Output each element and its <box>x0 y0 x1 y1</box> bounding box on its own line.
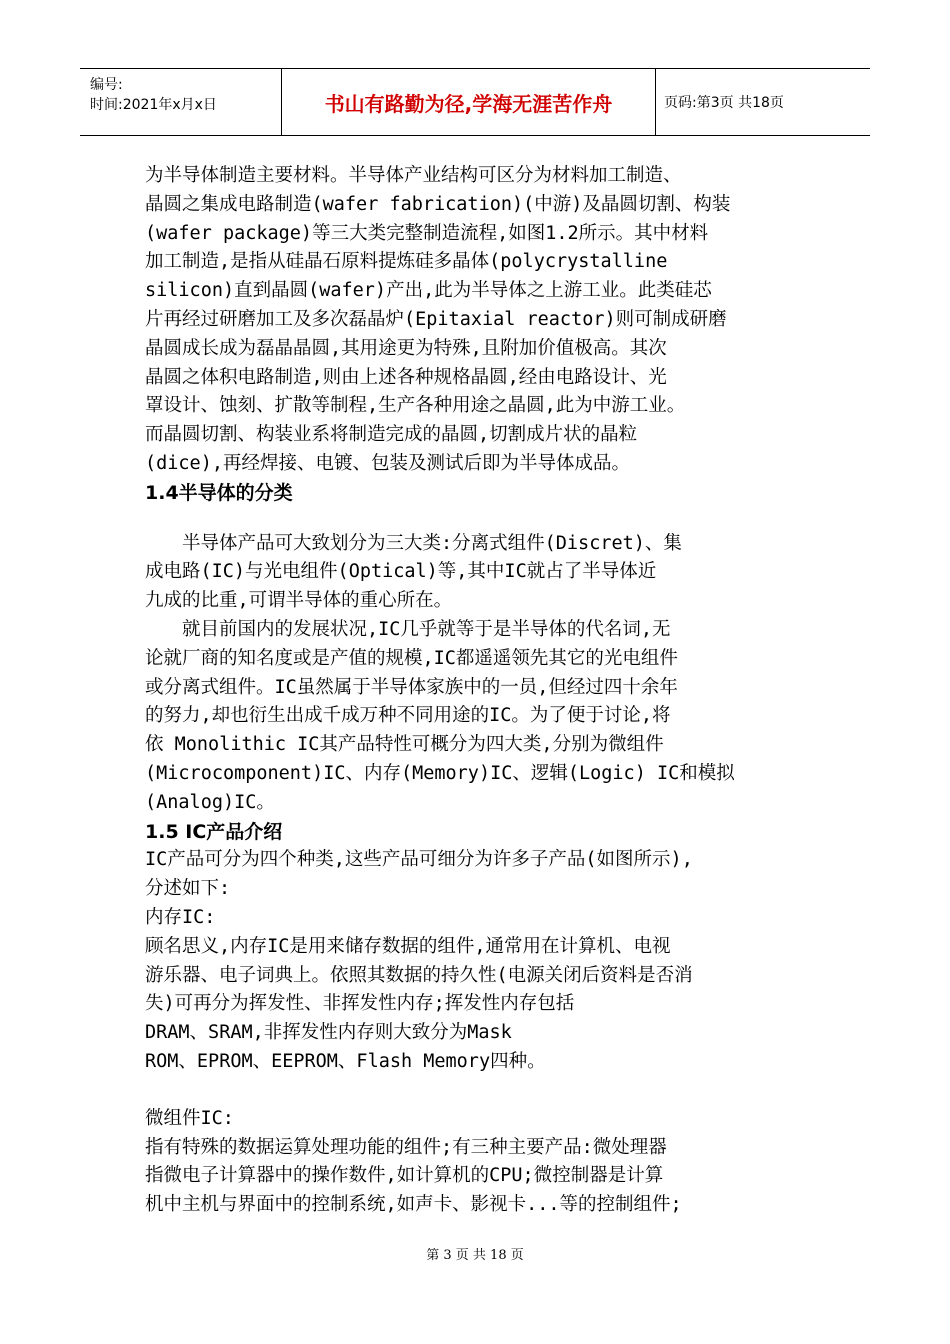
spacer <box>145 508 810 530</box>
text-line: 罩设计、蚀刻、扩散等制程,生产各种用途之晶圆,此为中游工业。 <box>145 395 686 417</box>
text-line: 论就厂商的知名度或是产值的规模,IC都遥遥领先其它的光电组件 <box>145 647 678 669</box>
paragraph-memory-ic <box>145 933 810 1077</box>
text-line: 分述如下: <box>145 878 231 900</box>
text-line: 而晶圆切割、构装业系将制造完成的晶圆,切割成片状的晶粒 <box>145 424 638 446</box>
section-heading-1-4: 1.4半导体的分类 <box>145 481 293 504</box>
text-line: 顾名思义,内存IC是用来储存数据的组件,通常用在计算机、电视 <box>145 935 671 957</box>
section-heading-1-5: 1.5 IC产品介绍 <box>145 820 283 843</box>
text-line: ROM、EPROM、EEPROM、Flash Memory四种。 <box>145 1050 546 1072</box>
paragraph-micro-ic <box>145 1134 810 1220</box>
text-line: 成电路(IC)与光电组件(Optical)等,其中IC就占了半导体近 <box>145 561 657 583</box>
text-line: 依 Monolithic IC其产品特性可概分为四大类,分别为微组件 <box>145 734 664 756</box>
text-line: 或分离式组件。IC虽然属于半导体家族中的一员,但经过四十余年 <box>145 676 678 698</box>
text-line: (Microcomponent)IC、内存(Memory)IC、逻辑(Logic) IC和模拟 <box>145 762 735 784</box>
text-line: 半导体产品可大致划分为三大类:分离式组件(Discret)、集 <box>182 532 682 554</box>
paragraph-ic-products <box>145 846 810 904</box>
subheading-micro-ic: 微组件IC: <box>145 1107 234 1129</box>
document-time: 时间:2021年x月x日 <box>90 97 217 113</box>
paragraph-domestic <box>145 616 810 818</box>
text-line: 的努力,却也衍生出成千成万种不同用途的IC。为了便于讨论,将 <box>145 705 671 727</box>
text-line: 失)可再分为挥发性、非挥发性内存;挥发性内存包括 <box>145 993 575 1015</box>
text-line: 片再经过研磨加工及多次磊晶炉(Epitaxial reactor)则可制成研磨 <box>145 308 727 330</box>
page-header <box>80 68 870 136</box>
text-line: 指有特殊的数据运算处理功能的组件;有三种主要产品:微处理器 <box>145 1136 667 1158</box>
text-line: 机中主机与界面中的控制系统,如声卡、影视卡...等的控制组件; <box>145 1194 682 1216</box>
document-number: 编号: <box>90 77 123 93</box>
text-line: silicon)直到晶圆(wafer)产出,此为半导体之上游工业。此类硅芯 <box>145 280 712 302</box>
text-line: 就目前国内的发展状况,IC几乎就等于是半导体的代名词,无 <box>182 618 671 640</box>
text-line: 九成的比重,可谓半导体的重心所在。 <box>145 590 453 612</box>
header-motto: 书山有路勤为径,学海无涯苦作舟 <box>282 69 656 135</box>
header-meta <box>80 69 282 135</box>
text-line: 晶圆之体积电路制造,则由上述各种规格晶圆,经由电路设计、光 <box>145 366 667 388</box>
text-line: (Analog)IC。 <box>145 791 275 813</box>
text-line: 晶圆之集成电路制造(wafer fabrication)(中游)及晶圆切割、构装 <box>145 193 731 215</box>
spacer <box>145 1077 810 1105</box>
text-line: IC产品可分为四个种类,这些产品可细分为许多子产品(如图所示), <box>145 849 693 871</box>
subheading-memory-ic: 内存IC: <box>145 906 216 928</box>
text-line: DRAM、SRAM,非挥发性内存则大致分为Mask <box>145 1022 512 1044</box>
text-line: (dice),再经焊接、电镀、包装及测试后即为半导体成品。 <box>145 452 630 474</box>
paragraph-classification <box>145 530 810 616</box>
text-line: 游乐器、电子词典上。依照其数据的持久性(电源关闭后资料是否消 <box>145 964 693 986</box>
text-line: (wafer package)等三大类完整制造流程,如图1.2所示。其中材料 <box>145 222 709 244</box>
page-footer: 第 3 页 共 18 页 <box>426 1248 524 1263</box>
text-line: 晶圆成长成为磊晶晶圆,其用途更为特殊,且附加价值极高。其次 <box>145 337 667 359</box>
document-body <box>145 162 810 1220</box>
paragraph-materials <box>145 162 810 479</box>
text-line: 加工制造,是指从硅晶石原料提炼硅多晶体(polycrystalline <box>145 251 668 273</box>
text-line: 指微电子计算器中的操作数件,如计算机的CPU;微控制器是计算 <box>145 1165 664 1187</box>
text-line: 为半导体制造主要材料。半导体产业结构可区分为材料加工制造、 <box>145 165 682 186</box>
header-page-number: 页码:第3页 共18页 <box>664 95 784 111</box>
